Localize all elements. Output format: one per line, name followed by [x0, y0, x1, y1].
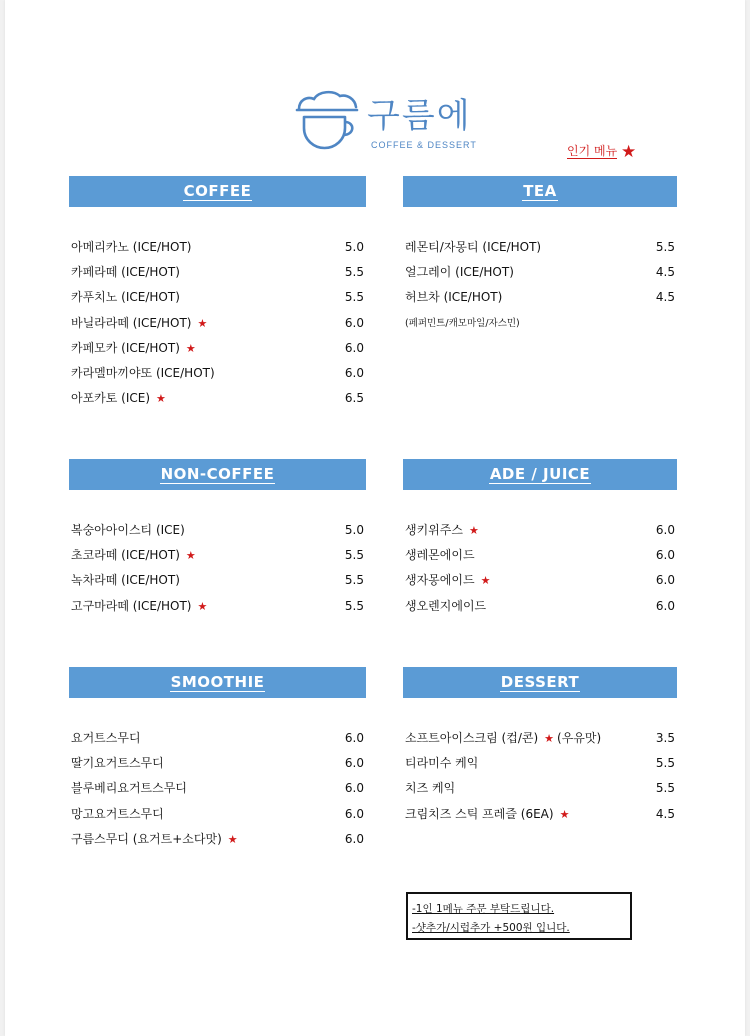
menu-item-price: 5.5: [344, 573, 364, 588]
section-header: COFFEE: [69, 176, 366, 207]
popular-star-icon: ★: [185, 549, 196, 563]
popular-star-icon: ★: [197, 316, 208, 330]
menu-item-price: 6.0: [344, 831, 364, 846]
menu-page: [5, 0, 745, 1036]
section-header: DESSERT: [403, 667, 677, 698]
section-header: NON-COFFEE: [69, 459, 366, 490]
section-tea: [403, 176, 677, 336]
menu-item-name: 얼그레이 (ICE/HOT): [405, 265, 514, 280]
menu-item-price: 4.5: [655, 290, 675, 305]
menu-item: [403, 776, 677, 801]
menu-item: [69, 386, 366, 411]
menu-item-name: 치즈 케익: [405, 781, 456, 796]
menu-item-price: 5.5: [344, 548, 364, 563]
menu-item-name: 초코라떼 (ICE/HOT) ★: [71, 548, 196, 563]
menu-item-price: 5.5: [655, 240, 675, 254]
menu-item-price: 6.0: [655, 598, 675, 613]
menu-item-price: 5.0: [344, 523, 364, 537]
popular-label: 인기 메뉴: [567, 144, 618, 158]
popular-star-icon: ★: [197, 599, 208, 613]
menu-item: [403, 543, 677, 568]
menu-item: [69, 311, 366, 336]
menu-item: [403, 260, 677, 285]
menu-item-price: 5.5: [655, 756, 675, 771]
menu-item-name: 아포카토 (ICE) ★: [71, 391, 166, 406]
menu-item-name: 생오렌지에이드: [405, 598, 487, 613]
menu-item: [69, 285, 366, 310]
notice-line: -샷추가/시럽추가 +500원 입니다.: [412, 922, 570, 934]
menu-item-price: 6.5: [344, 391, 364, 406]
menu-item-name: 요거트스무디: [71, 731, 141, 745]
popular-star-icon: ★: [468, 524, 479, 537]
menu-item: [403, 802, 677, 827]
brand-subtitle: COFFEE & DESSERT: [371, 140, 477, 150]
menu-item-price: 6.0: [344, 731, 364, 745]
menu-item-price: 4.5: [655, 806, 675, 821]
menu-item-price: 5.0: [344, 240, 364, 254]
menu-item-name: 생키위주스 ★: [405, 523, 479, 537]
notice-box: [406, 892, 632, 940]
menu-item: [403, 568, 677, 593]
menu-item: [69, 594, 366, 619]
popular-star-icon: ★: [480, 574, 491, 588]
popular-star-icon: ★: [227, 832, 238, 846]
popular-star-icon: ★: [156, 392, 166, 406]
menu-item: [69, 260, 366, 285]
popular-star-icon: ★: [544, 732, 555, 745]
menu-item-price: 6.0: [655, 523, 675, 537]
menu-item: [403, 594, 677, 619]
section-smoothie: [69, 667, 366, 852]
menu-item-name: 카페라떼 (ICE/HOT): [71, 265, 180, 280]
menu-item-name: 레몬티/자몽티 (ICE/HOT): [405, 240, 542, 254]
menu-item-name: 블루베리요거트스무디: [71, 781, 187, 796]
menu-item-price: 6.0: [344, 365, 364, 380]
menu-item-name: 카푸치노 (ICE/HOT): [71, 290, 180, 305]
section-dessert: [403, 667, 677, 827]
menu-item-name: 카페모카 (ICE/HOT) ★: [71, 340, 196, 355]
popular-star-icon: ★: [185, 341, 196, 355]
menu-item-name: 망고요거트스무디: [71, 806, 164, 821]
menu-item: [69, 336, 366, 361]
menu-item: [403, 726, 677, 751]
menu-item: [69, 361, 366, 386]
menu-item: [403, 751, 677, 776]
menu-item: [69, 802, 366, 827]
section-coffee: [69, 176, 366, 411]
menu-item-extra: (우유맛): [557, 731, 602, 745]
cloud-cup-icon: [295, 88, 361, 152]
menu-item-name: 생자몽에이드 ★: [405, 573, 491, 588]
section-noncoffee: [69, 459, 366, 619]
menu-item: [69, 543, 366, 568]
menu-item-name: 크림치즈 스틱 프레즐 (6EA) ★: [405, 806, 570, 821]
star-icon: ★: [621, 142, 637, 162]
menu-item: [69, 751, 366, 776]
menu-item-name: 허브차 (ICE/HOT): [405, 290, 503, 305]
menu-item-name: 아메리카노 (ICE/HOT): [71, 240, 192, 254]
menu-item-name: 티라미수 케익: [405, 756, 479, 771]
notice-line: -1인 1메뉴 주문 부탁드립니다.: [412, 903, 555, 915]
menu-item-name: 바닐라라떼 (ICE/HOT) ★: [71, 315, 208, 330]
menu-item-price: 5.5: [344, 265, 364, 280]
menu-item: [69, 827, 366, 852]
menu-item-name: 생레몬에이드: [405, 548, 475, 563]
menu-item-name: 카라멜마끼야또 (ICE/HOT): [71, 365, 215, 380]
section-header: ADE / JUICE: [403, 459, 677, 490]
menu-item-price: 6.0: [655, 573, 675, 588]
popular-star-icon: ★: [559, 807, 570, 821]
menu-item-name: 녹차라떼 (ICE/HOT): [71, 573, 180, 588]
tea-note: (페퍼민트/캐모마일/자스민): [405, 317, 520, 329]
menu-item-name: 복숭아아이스티 (ICE): [71, 523, 185, 537]
menu-item-price: 6.0: [344, 315, 364, 330]
menu-item: [403, 285, 677, 310]
menu-item-price: 6.0: [344, 781, 364, 796]
menu-item-name: 소프트아이스크림 (컵/콘) ★ (우유맛): [405, 731, 602, 745]
menu-item-price: 6.0: [344, 806, 364, 821]
menu-item-price: 5.5: [344, 598, 364, 613]
menu-item-price: 6.0: [655, 548, 675, 563]
menu-item-price: 5.5: [344, 290, 364, 305]
logo: [295, 86, 495, 156]
menu-item: [69, 518, 366, 543]
menu-item-name: 구름스무디 (요거트+소다맛) ★: [71, 831, 238, 846]
section-header: SMOOTHIE: [69, 667, 366, 698]
popular-legend: [567, 142, 636, 162]
menu-item: [403, 518, 677, 543]
section-header: TEA: [403, 176, 677, 207]
menu-item: [69, 726, 366, 751]
menu-item-price: 6.0: [344, 340, 364, 355]
menu-item-name: 고구마라떼 (ICE/HOT) ★: [71, 598, 208, 613]
brand-name: 구름에: [367, 96, 472, 136]
menu-item: [69, 235, 366, 260]
section-ade-juice: [403, 459, 677, 619]
menu-item-name: 딸기요거트스무디: [71, 756, 164, 771]
menu-item-price: 4.5: [655, 265, 675, 280]
menu-item-price: 3.5: [655, 731, 675, 745]
menu-item-price: 5.5: [655, 781, 675, 796]
menu-item: [69, 568, 366, 593]
menu-item: [69, 776, 366, 801]
menu-item-price: 6.0: [344, 756, 364, 771]
menu-item: [403, 235, 677, 260]
